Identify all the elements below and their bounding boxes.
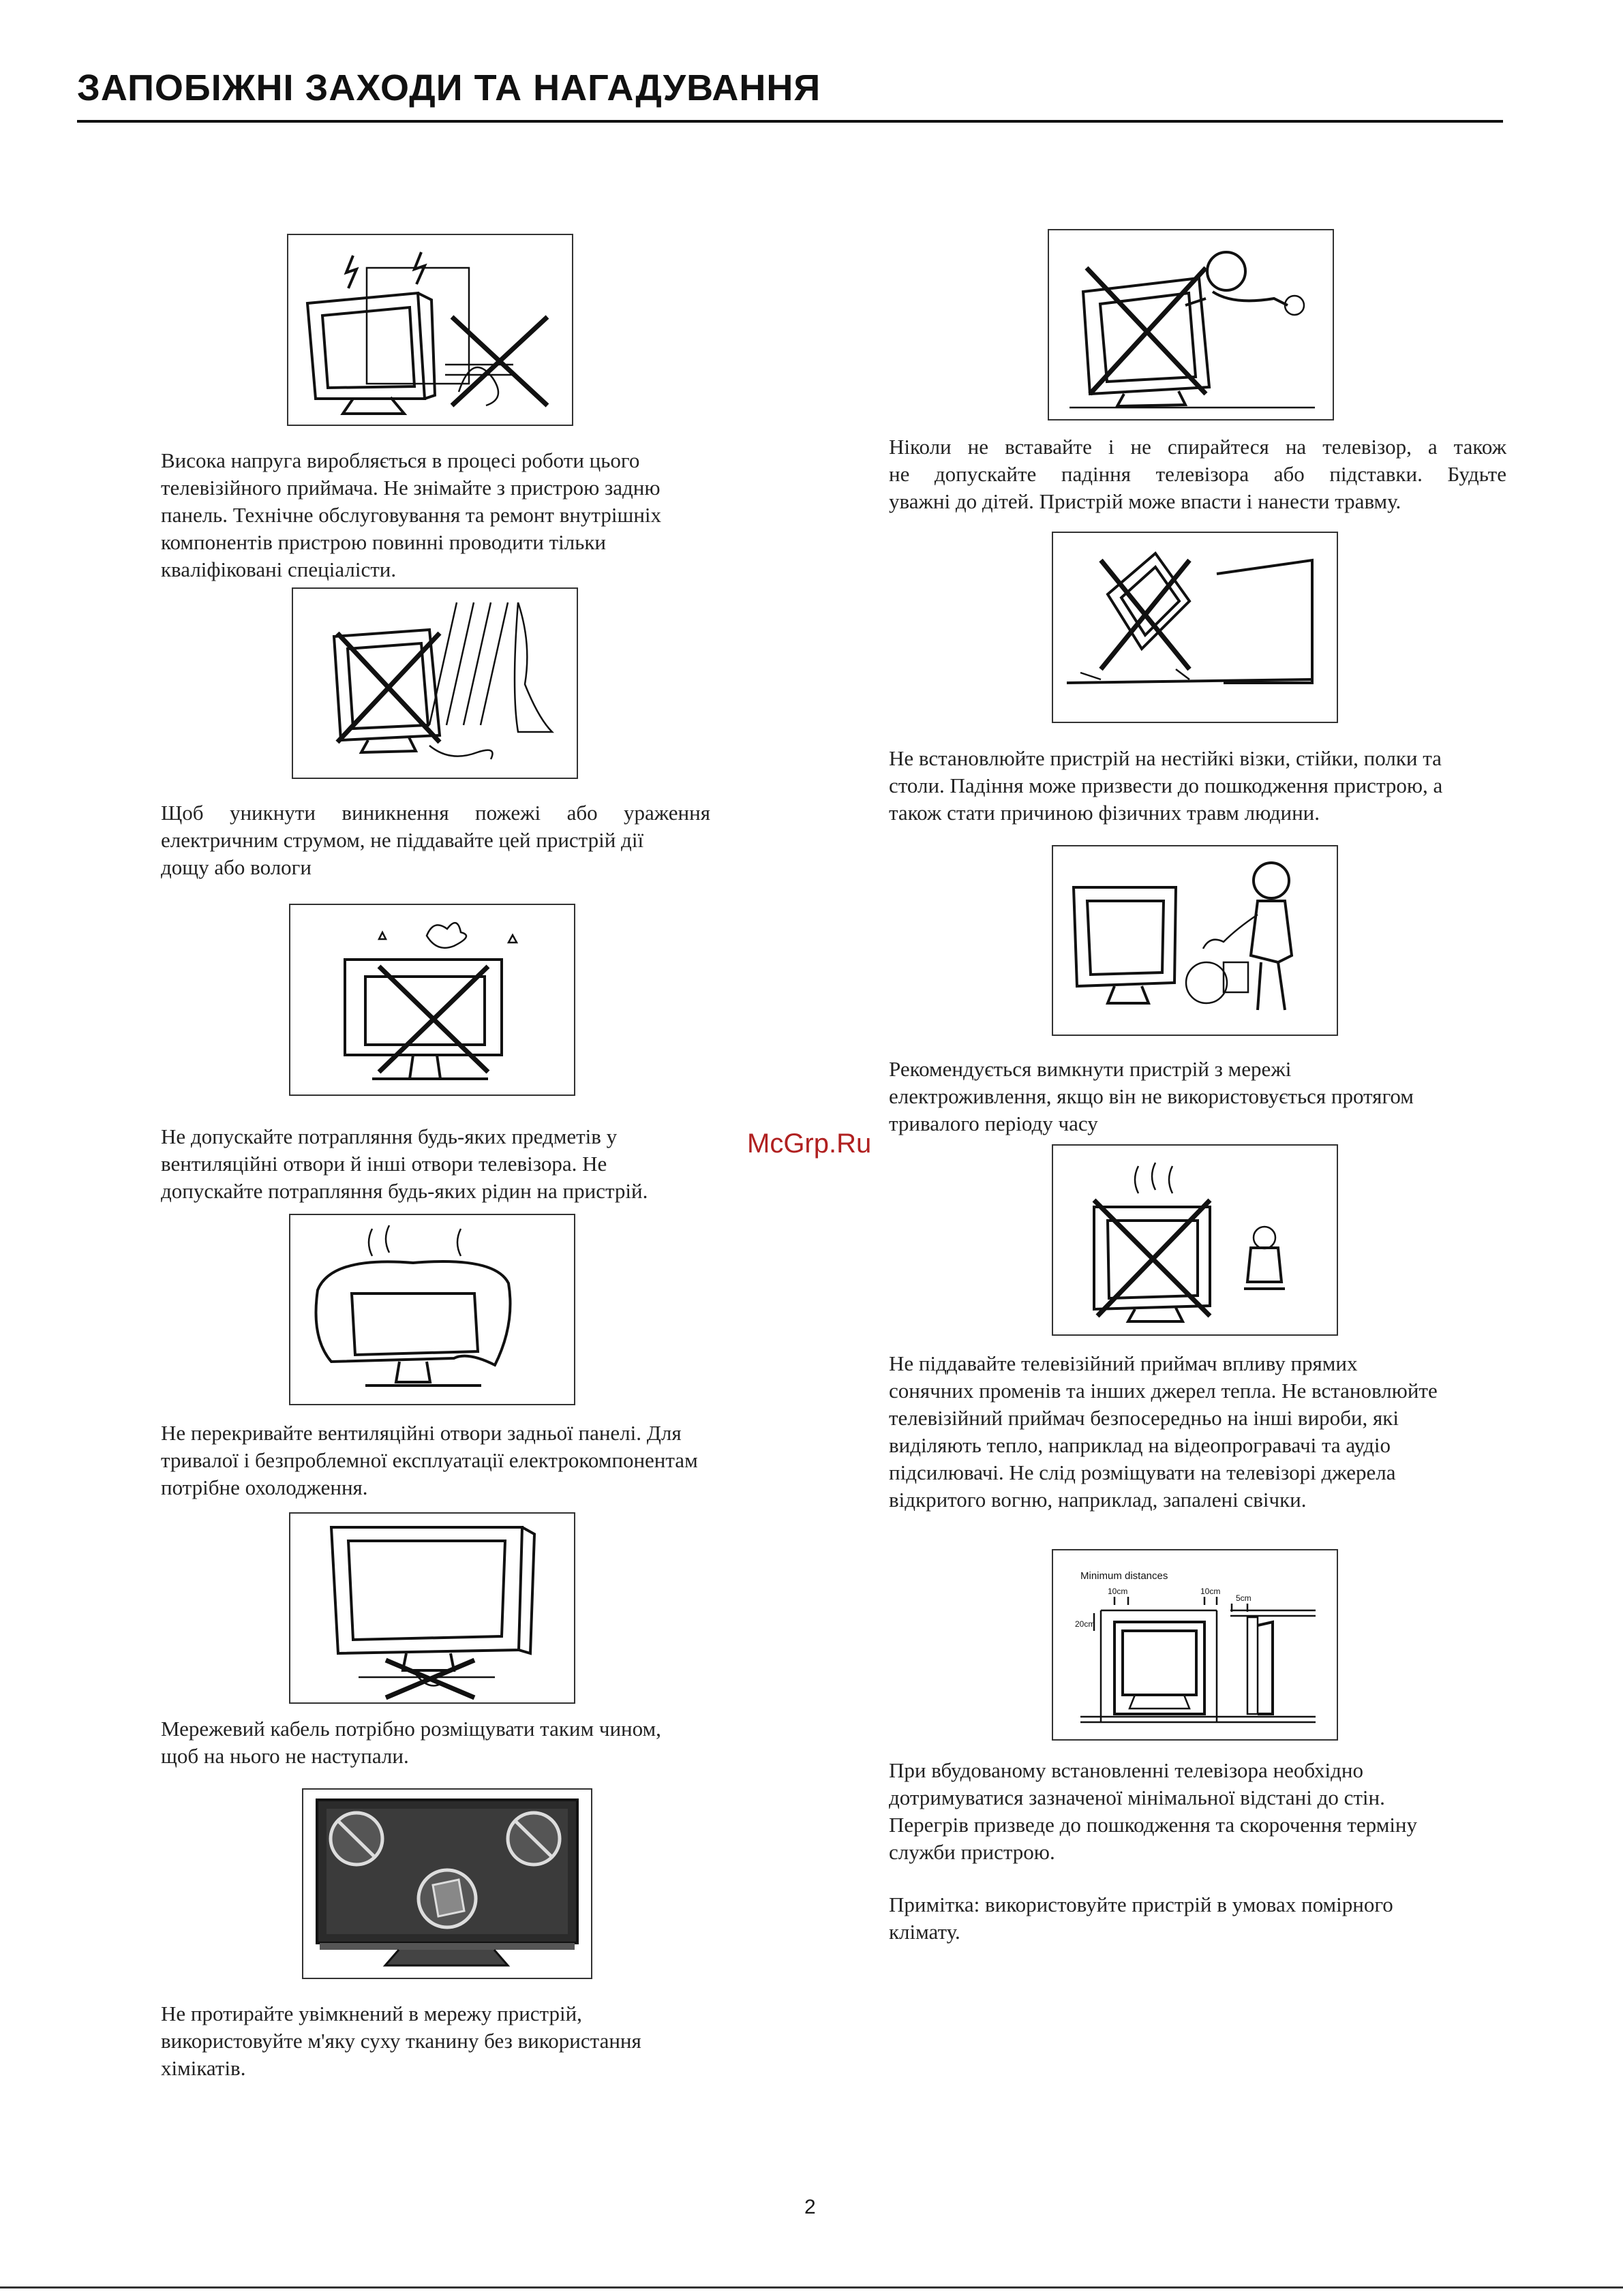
label-5cm: 5cm xyxy=(1236,1593,1252,1603)
illustration-objects xyxy=(289,904,575,1096)
illustration-child-climbing xyxy=(1048,229,1334,420)
bottom-rule xyxy=(0,2286,1623,2289)
illustration-high-voltage xyxy=(287,234,573,426)
title-underline xyxy=(77,120,1503,123)
text-moisture: Щоб уникнути виникнення пожежі або ураження електричним струмом, не піддавайте цей пристрій дії дощу або вологи xyxy=(161,801,710,879)
illustration-heat xyxy=(1052,1144,1338,1336)
illustration-cleaning xyxy=(302,1788,592,1979)
text-ventilation: Не перекривайте вентиляційні отвори задньої панелі. Для тривалої і безпроблемної експлуатації електрокомпонентам потрібне охолодження. xyxy=(161,1421,698,1499)
illustration-unstable-stand xyxy=(1052,532,1338,723)
text-child-climbing: Ніколи не вставайте і не спирайтеся на телевізор, а також не допускайте падіння телевізора або підставки. Будьте уважні до дітей. Пристрій може впасти і нанести травму. xyxy=(889,435,1506,513)
text-minimum-distances: При вбудованому встановленні телевізора необхідно дотримуватися зазначеної мінімальної відстані до стін. Перегрів призведе до пошкодження та скорочення терміну служби пристрою. xyxy=(889,1758,1418,1864)
illustration-ventilation xyxy=(289,1214,575,1405)
illustration-minimum-distances xyxy=(1052,1549,1338,1741)
text-high-voltage: Висока напруга виробляється в процесі роботи цього телевізійного приймача. Не знімайте з пристрою задню панель. Технічне обслуговування та ремонт внутрішніх компонентів пристрою повинні проводити тільки кваліфіковані спеціалісти. xyxy=(161,448,662,581)
illustration-unplug xyxy=(1052,845,1338,1036)
label-10cm-left: 10cm xyxy=(1108,1587,1128,1596)
label-10cm-right: 10cm xyxy=(1200,1587,1221,1596)
text-unplug: Рекомендується вимкнути пристрій з мережі електроживлення, якщо він не використовується протягом тривалого періоду часу xyxy=(889,1057,1414,1135)
illustration-moisture xyxy=(292,587,578,779)
text-power-cable: Мережевий кабель потрібно розміщувати таким чином, щоб на нього не наступали. xyxy=(161,1717,661,1768)
text-climate-note: Примітка: використовуйте пристрій в умовах помірного клімату. xyxy=(889,1893,1393,1944)
illustration-power-cable xyxy=(289,1512,575,1704)
label-20cm: 20cm xyxy=(1075,1619,1095,1629)
watermark: McGrp.Ru xyxy=(747,1129,872,1159)
label-minimum-distances: Minimum distances xyxy=(1080,1570,1168,1582)
text-heat: Не піддавайте телевізійний приймач впливу прямих сонячних променів та інших джерел тепла. Не встановлюйте телевізійний приймач безпосередньо на інші вироби, які виділяють тепло, наприклад на відеопрогравачі та аудіо підсилювачі. Не слід розміщувати на телевізорі джерела відкритого вогню, наприклад, запалені свічки. xyxy=(889,1351,1438,1512)
text-objects: Не допускайте потрапляння будь-яких предметів у вентиляційні отвори й інші отвори телевізора. Не допускайте потрапляння будь-яких рідин на пристрій. xyxy=(161,1124,648,1203)
page-title: ЗАПОБІЖНІ ЗАХОДИ ТА НАГАДУВАННЯ xyxy=(77,67,821,108)
page-number: 2 xyxy=(804,2196,816,2218)
text-cleaning: Не протирайте увімкнений в мережу пристрій, використовуйте м'яку суху тканину без використання хімікатів. xyxy=(161,2002,641,2080)
text-unstable-stand: Не встановлюйте пристрій на нестійкі візки, стійки, полки та столи. Падіння може призвести до пошкодження пристрою, а також стати причиною фізичних травм людини. xyxy=(889,746,1443,825)
